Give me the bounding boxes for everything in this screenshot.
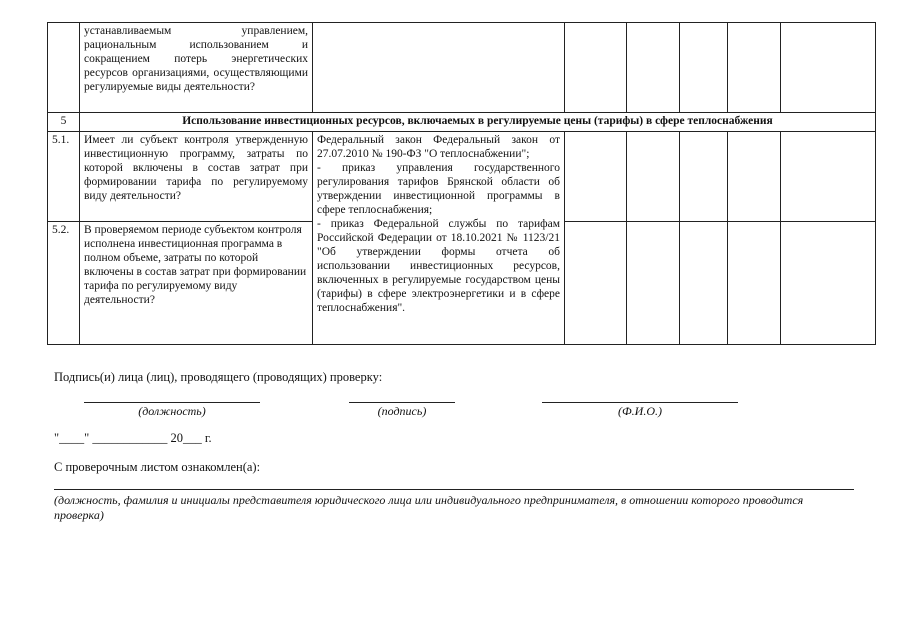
signature-line (349, 402, 455, 403)
position-caption: (должность) (138, 404, 206, 418)
name-line (542, 402, 738, 403)
answer-yes-cell (565, 222, 627, 345)
signature-caption: (подпись) (377, 404, 427, 418)
answer-no-cell (627, 23, 680, 113)
date-line: "____" ____________ 20___ г. (54, 431, 212, 445)
answer-mark-cell (728, 222, 781, 345)
question-cell: устанавливаемым управлением, рациональным использованием и сокращением потерь энергетических ресурсов организациями, осуществляющими регулируемые виды деятельности? (80, 23, 313, 113)
section-title: Использование инвестиционных ресурсов, включаемых в регулируемые цены (тарифы) в сфере теплоснабжения (80, 113, 876, 132)
answer-no-cell (627, 132, 680, 222)
answer-na-cell (680, 132, 728, 222)
section-number: 5 (48, 113, 80, 132)
checklist-table (47, 22, 876, 345)
acknowledgement-line (54, 489, 854, 490)
acknowledgement-caption: (должность, фамилия и инициалы представителя юридического лица или индивидуального предпринимателя, в отношении которого проводится проверка) (54, 493, 804, 522)
answer-yes-cell (565, 23, 627, 113)
question-cell: В проверяемом периоде субъектом контроля исполнена инвестиционная программа в полном объеме, затраты по которой включены в состав затрат при формировании тарифа по регулируемому виду деятельности? (80, 222, 313, 345)
acknowledgement-text: С проверочным листом ознакомлен(а): (54, 460, 261, 474)
answer-na-cell (680, 23, 728, 113)
name-caption: (Ф.И.О.) (618, 404, 662, 418)
comment-cell (781, 222, 876, 345)
answer-mark-cell (728, 132, 781, 222)
signature-title: Подпись(и) лица (лиц), проводящего (проводящих) проверку: (54, 370, 383, 384)
row-number-cell: 5.2. (48, 222, 80, 345)
table-row (48, 132, 876, 222)
answer-na-cell (680, 222, 728, 345)
answer-no-cell (627, 222, 680, 345)
answer-mark-cell (728, 23, 781, 113)
table-row (48, 23, 876, 113)
legal-basis-cell: Федеральный закон Федеральный закон от 27.07.2010 № 190-ФЗ "О теплоснабжении"; - приказ управления государственного регулирования тарифов Брянской области об утверждении инвестиционной программы в сфере теплоснабжения; - приказ Федеральной службы по тарифам Российской Федерации от 18.10.2021 № 1123/21 "Об утверждении формы отчета об использовании инвестиционных ресурсов, включенных в регулируемые государством цены (тарифы) в сфере электроэнергетики и в сфере теплоснабжения". (313, 132, 565, 345)
section-row (48, 113, 876, 132)
position-line (84, 402, 260, 403)
question-cell: Имеет ли субъект контроля утвержденную инвестиционную программу, затраты по которой включены в состав затрат при формировании тарифа по регулируемому виду деятельности? (80, 132, 313, 222)
row-number-cell (48, 23, 80, 113)
answer-yes-cell (565, 132, 627, 222)
comment-cell (781, 23, 876, 113)
legal-basis-cell (313, 23, 565, 113)
row-number-cell: 5.1. (48, 132, 80, 222)
comment-cell (781, 132, 876, 222)
